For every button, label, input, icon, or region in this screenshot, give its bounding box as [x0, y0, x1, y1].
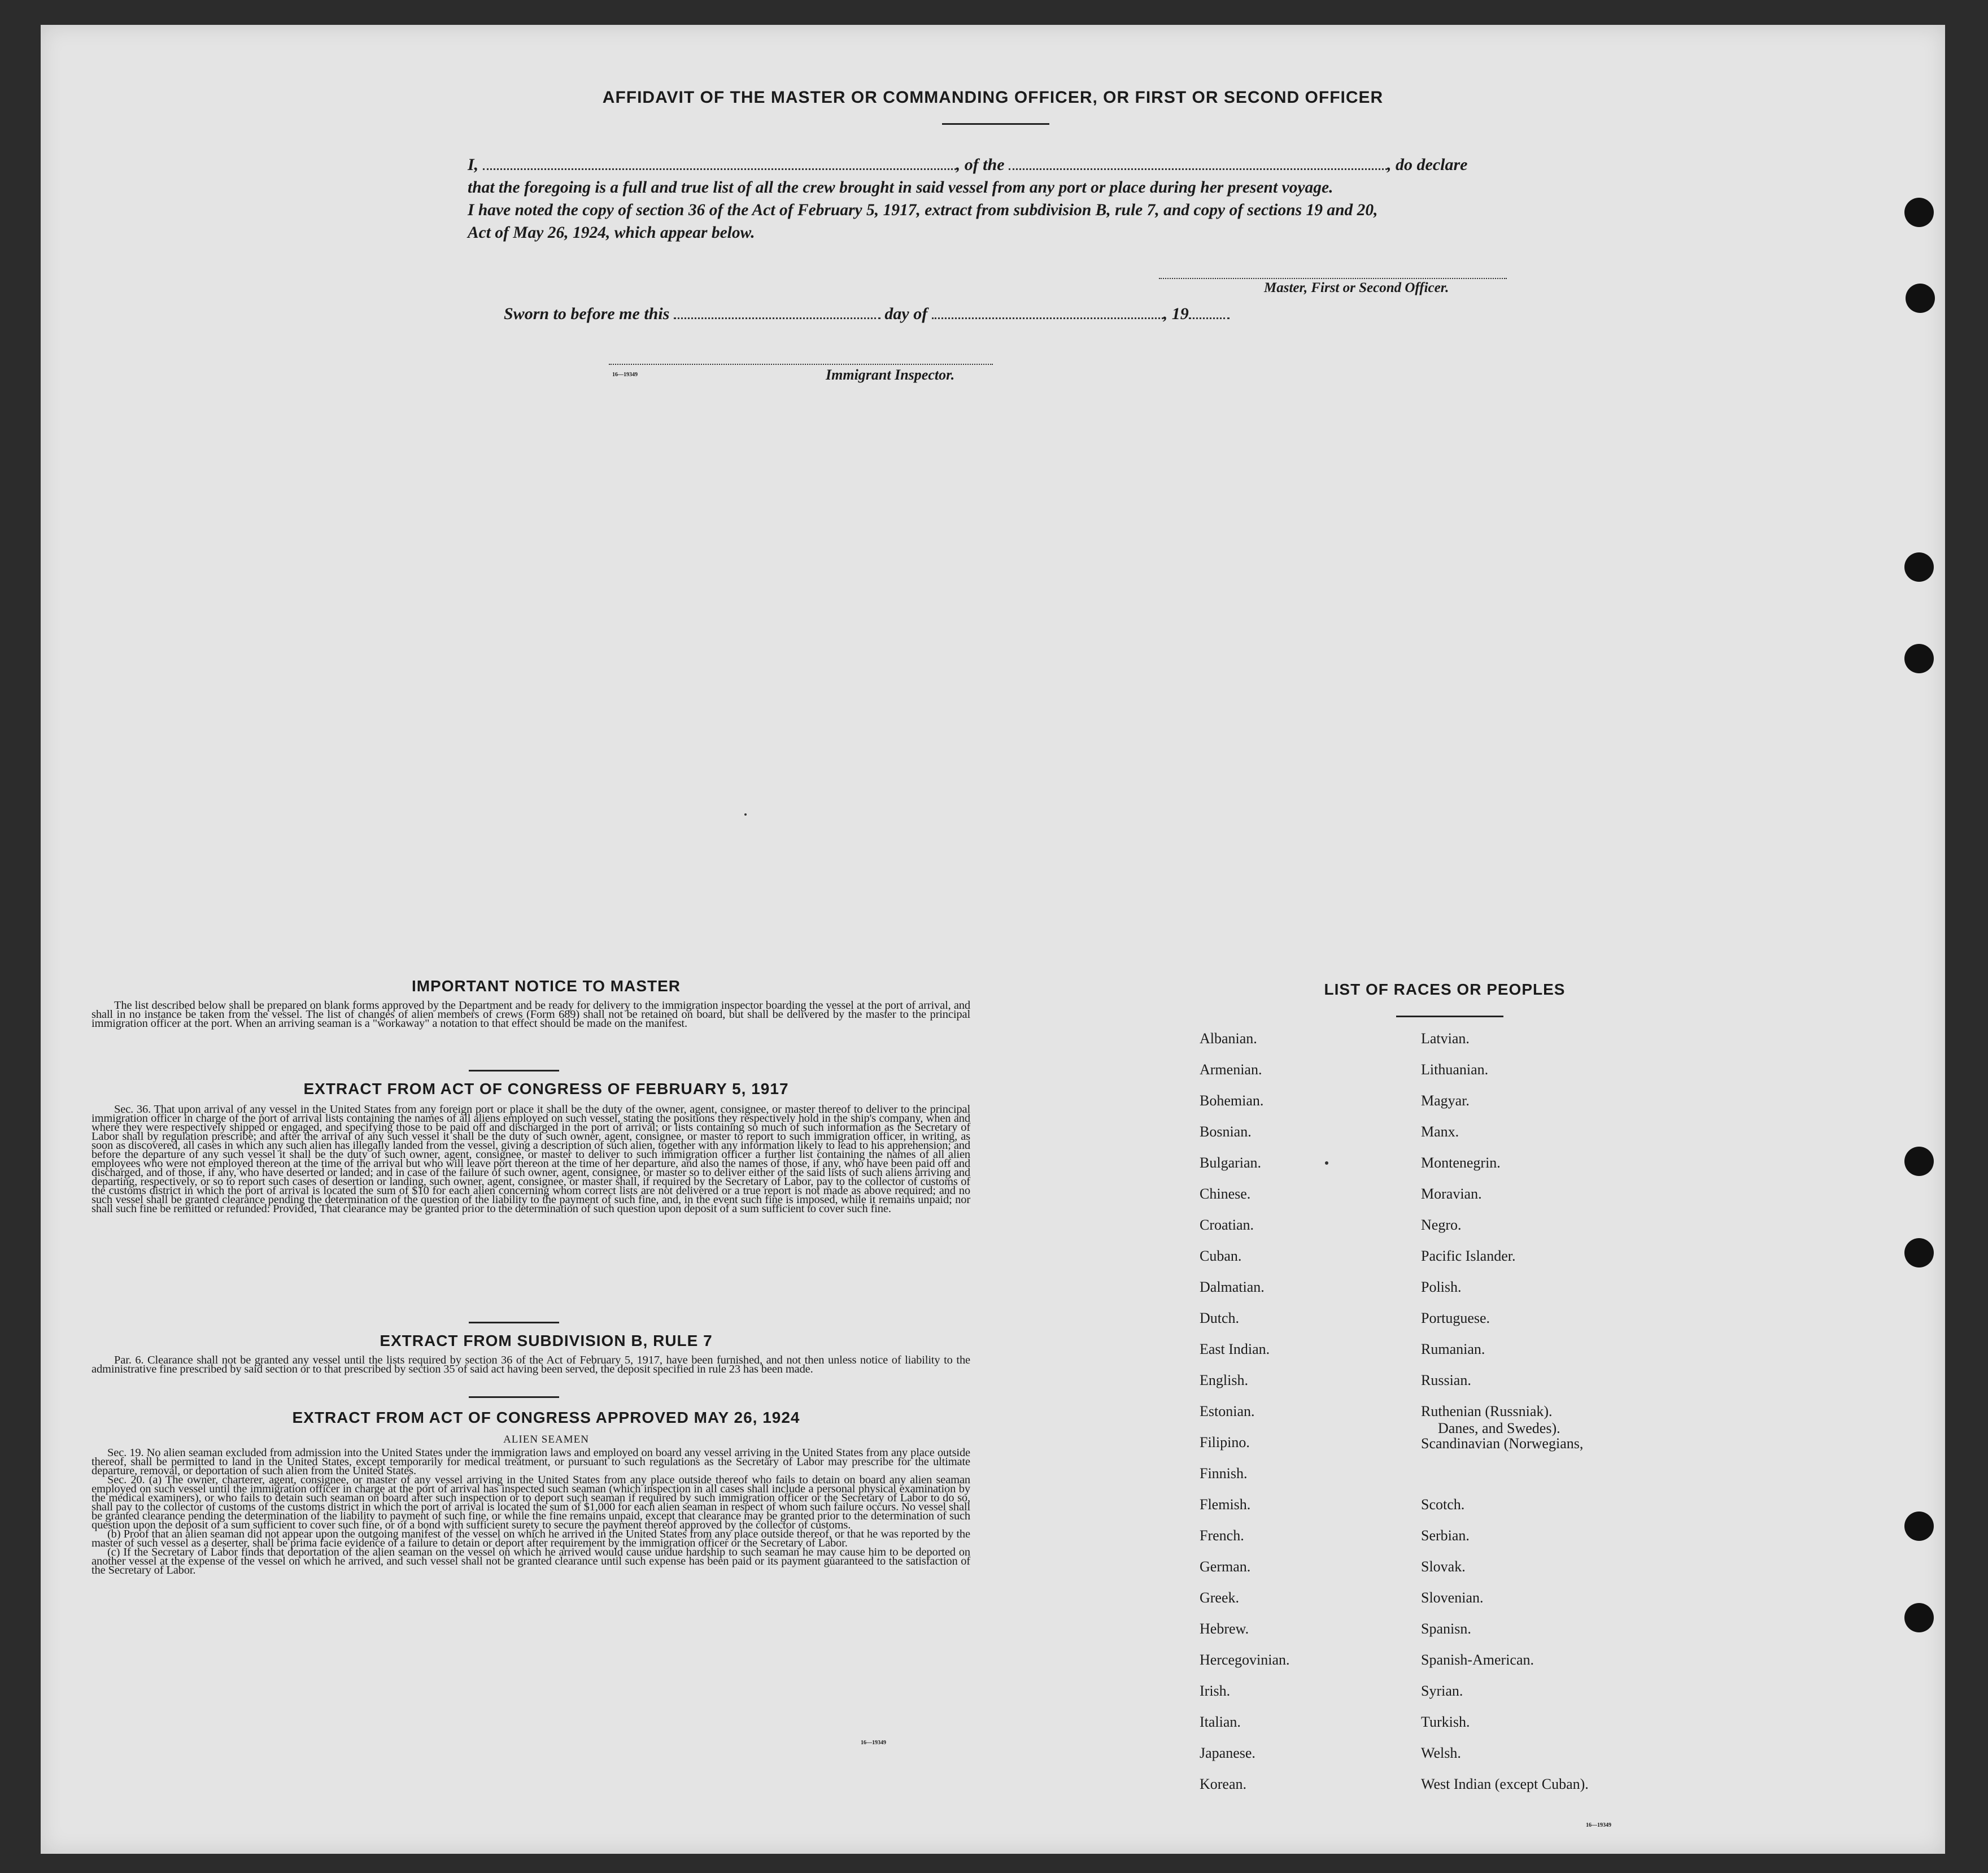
notice-text: The list described below shall be prepared on blank forms approved by the Department and be ready for delivery to the immigration inspector boarding the vessel at the port of arrival, and shall in no instance be taken from the vessel. The list of changes of alien members of crews (Form 689) shall not be retained on board, but shall be delivered by the master to the principal immigration officer at the port. When an arriving seaman is a "workaway" a notation to that effect should be made on the manifest.: [91, 999, 970, 1030]
affidavit-line-2: that the foregoing is a full and true list of all the crew brought in said vessel from any port or place during her present voyage.: [468, 178, 1333, 197]
race-item: Bosnian.: [1200, 1123, 1252, 1140]
race-item: Cuban.: [1200, 1248, 1242, 1264]
punch-hole: [1904, 1512, 1934, 1541]
race-item: Serbian.: [1421, 1527, 1470, 1544]
race-item: Slovak.: [1421, 1558, 1466, 1575]
punch-hole: [1904, 1238, 1934, 1267]
race-item: Dalmatian.: [1200, 1279, 1265, 1295]
race-item: Spanish-American.: [1421, 1652, 1534, 1668]
extract-form-number: 16—19349: [861, 1740, 886, 1746]
extract-1917-text: Sec. 36. That upon arrival of any vessel in the United States from any foreign port or place it shall be the duty of the owner, agent, consignee, or master thereof to deliver to the principal immigration officer in charge of the port of arrival lists containing the names of all aliens employed on such vessel, stating the positions they respectively hold in the ship's company, when and where they were respectively shipped or engaged, and specifying those to be paid off and discharged in the port of arrival; or lists containing so much of such information as the Secretary of Labor shall by regulation prescribe; and after the arrival of any such vessel it shall be the duty of such owner, agent, consignee, or master to report to such immigration officer, in writing, as soon as discovered, all cases in which any such alien has illegally landed from the vessel, giving a description of such alien, together with any information likely to lead to his apprehension; and before the departure of any such vessel it shall be the duty of such owner, agent, consignee, or master to deliver to such immigration officer a further list containing the names of all alien employees who were not employed thereon at the time of the arrival but who will leave port thereon at the time of her departure, and also the names of those, if any, who have been paid off and discharged, and of those, if any, who have deserted or landed; and in case of the failure of such owner, agent, consignee, or master so to deliver either of the said lists of such aliens arriving and departing, respectively, or so to report such cases of desertion or landing, such owner, agent, consignee, or master shall, if required by the Secretary of Labor, pay to the collector of customs of the customs district in which the port of arrival is located the sum of $10 for each alien concerning whom correct lists are not delivered or a true report is not made as above required; and no such vessel shall be granted clearance pending the determination of the question of the liability to the payment of such fine, and, in the event such fine is imposed, while it remains unpaid; nor shall such fine be remitted or refunded: Provided, That clearance may be granted prior to the determination of such question upon deposit of a sum sufficient to cover such fine.: [91, 1103, 970, 1215]
master-name-field[interactable]: [483, 156, 956, 170]
race-item: Filipino.: [1200, 1434, 1250, 1451]
alien-seamen-subtitle: ALIEN SEAMEN: [503, 1434, 589, 1445]
affidavit-of-the: , of the: [956, 155, 1005, 174]
race-item: Montenegrin.: [1421, 1155, 1501, 1171]
document-page: [41, 25, 1945, 1854]
race-item: Bohemian.: [1200, 1092, 1264, 1109]
master-signature-label: Master, First or Second Officer.: [1264, 280, 1449, 295]
race-item: Armenian.: [1200, 1061, 1262, 1078]
race-item: Magyar.: [1421, 1092, 1470, 1109]
rule-7-text: Par. 6. Clearance shall not be granted any vessel until the lists required by section 36 of the Act of February 5, 1917, have been furnished, and not then unless notice of liability to the administrative fine prescribed by said section or to that prescribed by section 35 of said act having been served, the deposit specified in rule 23 has been made.: [91, 1354, 970, 1375]
race-item: Manx.: [1421, 1123, 1459, 1140]
race-item: Japanese.: [1200, 1745, 1255, 1761]
affidavit-line-4: Act of May 26, 1924, which appear below.: [468, 224, 755, 242]
race-item: Ruthenian (Russniak).: [1421, 1403, 1553, 1419]
race-item: Syrian.: [1421, 1683, 1463, 1699]
race-item: German.: [1200, 1558, 1251, 1575]
sworn-day-field[interactable]: [674, 305, 880, 319]
extract-1924-title: EXTRACT FROM ACT OF CONGRESS APPROVED MAY 26, 1924: [292, 1409, 800, 1426]
punch-hole: [1904, 1147, 1934, 1176]
race-item: Spanisn.: [1421, 1621, 1471, 1637]
inspector-label: Immigrant Inspector.: [826, 367, 955, 383]
race-item: Danes, and Swedes).: [1438, 1420, 1560, 1436]
race-item: Polish.: [1421, 1279, 1462, 1295]
punch-hole: [1906, 284, 1935, 313]
rule-rule7: [469, 1396, 559, 1398]
sworn-before-label: Sworn to before me this: [504, 304, 670, 323]
race-item: Russian.: [1421, 1372, 1471, 1388]
rule-1917: [469, 1322, 559, 1323]
race-item: West Indian (except Cuban).: [1421, 1776, 1589, 1792]
race-item: Dutch.: [1200, 1310, 1240, 1326]
sworn-year-field[interactable]: [1189, 305, 1230, 319]
race-item: Rumanian.: [1421, 1341, 1485, 1357]
race-item: Scandinavian (Norwegians,: [1421, 1435, 1584, 1452]
rule-7-title: EXTRACT FROM SUBDIVISION B, RULE 7: [380, 1332, 713, 1349]
punch-hole: [1904, 552, 1934, 582]
affidavit-line-1: [468, 154, 1467, 176]
race-item: Croatian.: [1200, 1217, 1254, 1233]
race-item: Negro.: [1421, 1217, 1462, 1233]
race-item: East Indian.: [1200, 1341, 1270, 1357]
affidavit-do-declare: , do declare: [1387, 155, 1468, 174]
affidavit-line-3: I have noted the copy of section 36 of the Act of February 5, 1917, extract from subdivision B, rule 7, and copy of sections 19 and 20,: [468, 201, 1378, 219]
race-item: Italian.: [1200, 1714, 1241, 1730]
race-item: Hercegovinian.: [1200, 1652, 1290, 1668]
race-item: Bulgarian.: [1200, 1155, 1262, 1171]
race-item: Slovenian.: [1421, 1589, 1484, 1606]
race-item: Welsh.: [1421, 1745, 1461, 1761]
sworn-line: [504, 303, 1230, 325]
punch-hole: [1904, 1603, 1934, 1632]
race-item: French.: [1200, 1527, 1244, 1544]
races-form-number: 16—19349: [1586, 1822, 1611, 1828]
sworn-month-field[interactable]: [932, 305, 1163, 319]
race-item: Korean.: [1200, 1776, 1247, 1792]
punch-hole: [1904, 198, 1934, 227]
punch-hole: [1904, 644, 1934, 673]
race-item: Moravian.: [1421, 1186, 1482, 1202]
affidavit-form-number: 16—19349: [612, 372, 638, 378]
race-item: Chinese.: [1200, 1186, 1251, 1202]
races-title-rule: [1396, 1016, 1503, 1017]
race-item: Pacific Islander.: [1421, 1248, 1516, 1264]
extract-1924-text: [91, 1448, 970, 1575]
ink-speck: [744, 813, 747, 816]
race-item: Greek.: [1200, 1589, 1240, 1606]
race-item: Estonian.: [1200, 1403, 1255, 1419]
race-item: Flemish.: [1200, 1496, 1251, 1513]
race-item: Hebrew.: [1200, 1621, 1249, 1637]
affidavit-title: AFFIDAVIT OF THE MASTER OR COMMANDING OFFICER, OR FIRST OR SECOND OFFICER: [602, 88, 1384, 107]
notice-title: IMPORTANT NOTICE TO MASTER: [411, 977, 681, 995]
race-item: Latvian.: [1421, 1030, 1470, 1047]
race-item: Turkish.: [1421, 1714, 1470, 1730]
affidavit-title-rule: [942, 123, 1049, 125]
year-prefix-label: , 19: [1163, 304, 1189, 323]
ink-speck: [1325, 1161, 1328, 1165]
vessel-name-field[interactable]: [1009, 156, 1387, 170]
day-of-label: day of: [884, 304, 928, 323]
sec-19-text: Sec. 19. No alien seaman excluded from admission into the United States under the immigration laws and employed on board any vessel arriving in the United States from any place outside thereof, shall be permitted to land in the United States, except temporarily for medical treatment, or pursuant to such regulations as the Secretary of Labor may prescribe for the ultimate departure, removal, or deportation of such alien from the United States.: [91, 1447, 970, 1477]
sec-20a-text: Sec. 20. (a) The owner, charterer, agent, consignee, or master of any vessel arriving in the United States from any place outside thereof who fails to detain on board any alien seaman employed on such vessel until the immigration officer in charge at the port of arrival has inspected such seaman (which inspection in all cases shall include a personal physical examination by the medical examiners), or who fails to detain such seaman on board after such inspection or to deport such seaman if required by such immigration officer or the Secretary of Labor to do so, shall pay to the collector of customs of the customs district in which the port of arrival is located the sum of $1,000 for each alien seaman in respect of whom such failure occurs. No vessel shall be granted clearance pending the determination of the liability to payment of such fine, or while the fine remains unpaid, except that clearance may be granted prior to the determination of such question upon the deposit of a sum sufficient to cover such fine, or of a bond with sufficient surety to secure the payment thereof approved by the collector of customs.: [91, 1474, 970, 1531]
race-item: Irish.: [1200, 1683, 1231, 1699]
race-item: English.: [1200, 1372, 1248, 1388]
affidavit-i: I,: [468, 155, 479, 174]
race-item: Scotch.: [1421, 1496, 1465, 1513]
race-item: Finnish.: [1200, 1465, 1248, 1482]
extract-1917-title: EXTRACT FROM ACT OF CONGRESS OF FEBRUARY 5, 1917: [303, 1080, 789, 1097]
sec-20c-text: (c) If the Secretary of Labor finds that deportation of the alien seaman on the vessel on which he arrived would cause undue hardship to such seaman he may cause him to be deported on another vessel at the expense of the vessel on which he arrived, and such vessel shall not be granted clearance until such expense has been paid or its payment guaranteed to the satisfaction of the Secretary of Labor.: [91, 1546, 970, 1576]
race-item: Portuguese.: [1421, 1310, 1490, 1326]
race-item: Albanian.: [1200, 1030, 1257, 1047]
rule-notice: [469, 1070, 559, 1071]
races-title: LIST OF RACES OR PEOPLES: [1324, 981, 1566, 998]
race-item: Lithuanian.: [1421, 1061, 1489, 1078]
sec-20b-text: (b) Proof that an alien seaman did not appear upon the outgoing manifest of the vessel on which he arrived in the United States from any place outside thereof, or that he was reported by the master of such vessel as a deserter, shall be prima facie evidence of a failure to detain or deport after requirement by the immigration officer or the Secretary of Labor.: [91, 1528, 970, 1549]
